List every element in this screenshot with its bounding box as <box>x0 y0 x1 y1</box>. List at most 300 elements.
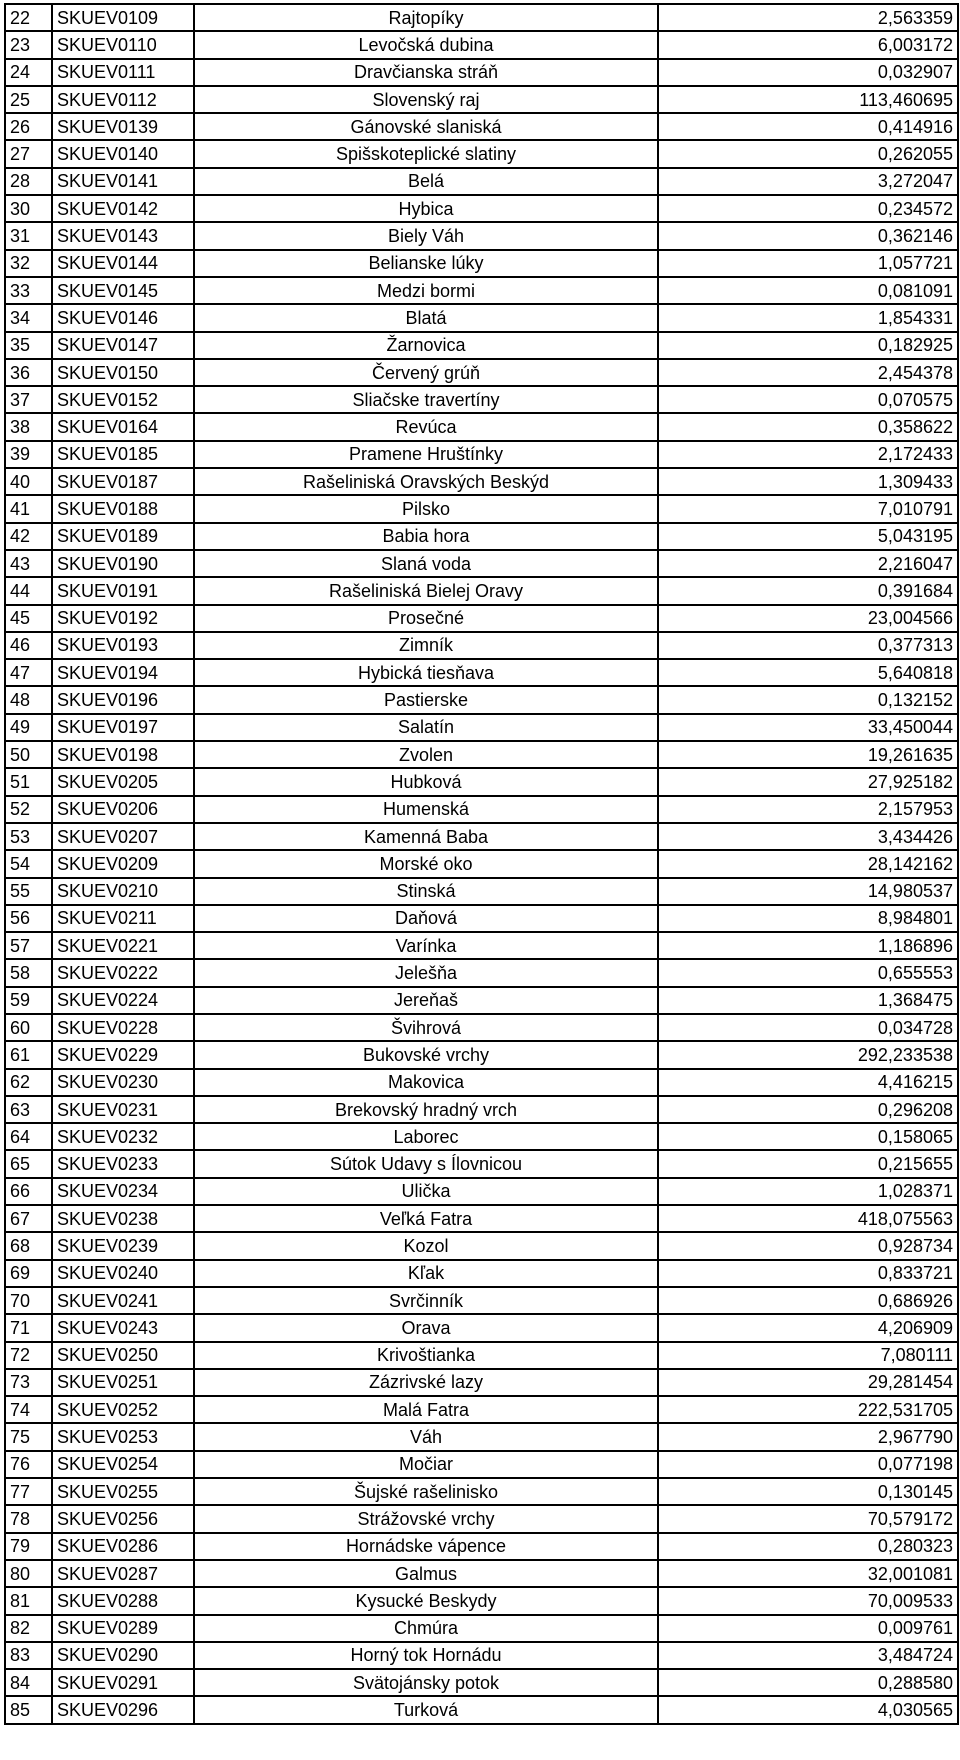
site-area-cell: 0,686926 <box>658 1287 958 1314</box>
site-name-cell: Prosečné <box>194 605 658 632</box>
site-name-cell: Horný tok Hornádu <box>194 1642 658 1669</box>
row-number-cell: 42 <box>5 523 52 550</box>
site-code-cell: SKUEV0141 <box>52 168 194 195</box>
row-number-cell: 66 <box>5 1178 52 1205</box>
site-area-cell: 113,460695 <box>658 86 958 113</box>
row-number-cell: 23 <box>5 31 52 58</box>
site-name-cell: Kľak <box>194 1260 658 1287</box>
table-row <box>5 686 958 713</box>
site-code-cell: SKUEV0189 <box>52 523 194 550</box>
site-code-cell: SKUEV0254 <box>52 1451 194 1478</box>
table-row <box>5 550 958 577</box>
site-area-cell: 2,216047 <box>658 550 958 577</box>
row-number-cell: 22 <box>5 4 52 31</box>
table-row <box>5 1287 958 1314</box>
site-name-cell: Stinská <box>194 878 658 905</box>
row-number-cell: 82 <box>5 1615 52 1642</box>
table-row <box>5 1123 958 1150</box>
table-row <box>5 714 958 741</box>
site-code-cell: SKUEV0111 <box>52 59 194 86</box>
table-row <box>5 796 958 823</box>
table-row <box>5 1205 958 1232</box>
table-row <box>5 413 958 440</box>
table-row <box>5 1041 958 1068</box>
site-name-cell: Brekovský hradný vrch <box>194 1096 658 1123</box>
site-code-cell: SKUEV0206 <box>52 796 194 823</box>
table-row <box>5 1369 958 1396</box>
row-number-cell: 45 <box>5 605 52 632</box>
site-area-cell: 0,414916 <box>658 113 958 140</box>
row-number-cell: 59 <box>5 987 52 1014</box>
site-name-cell: Biely Váh <box>194 222 658 249</box>
site-area-cell: 3,434426 <box>658 823 958 850</box>
site-code-cell: SKUEV0256 <box>52 1505 194 1532</box>
site-name-cell: Chmúra <box>194 1615 658 1642</box>
site-name-cell: Turková <box>194 1696 658 1723</box>
site-name-cell: Žarnovica <box>194 332 658 359</box>
site-area-cell: 0,377313 <box>658 632 958 659</box>
row-number-cell: 36 <box>5 359 52 386</box>
site-area-cell: 32,001081 <box>658 1560 958 1587</box>
site-name-cell: Krivoštianka <box>194 1342 658 1369</box>
site-name-cell: Sliačske travertíny <box>194 386 658 413</box>
table-row <box>5 959 958 986</box>
table-row <box>5 577 958 604</box>
site-area-cell: 0,182925 <box>658 332 958 359</box>
site-code-cell: SKUEV0243 <box>52 1314 194 1341</box>
table-row <box>5 1696 958 1723</box>
site-code-cell: SKUEV0197 <box>52 714 194 741</box>
site-area-cell: 0,262055 <box>658 140 958 167</box>
table-row <box>5 605 958 632</box>
row-number-cell: 65 <box>5 1150 52 1177</box>
row-number-cell: 78 <box>5 1505 52 1532</box>
site-name-cell: Hornádske vápence <box>194 1533 658 1560</box>
site-area-cell: 1,309433 <box>658 468 958 495</box>
table-row <box>5 222 958 249</box>
row-number-cell: 40 <box>5 468 52 495</box>
site-code-cell: SKUEV0209 <box>52 850 194 877</box>
site-code-cell: SKUEV0286 <box>52 1533 194 1560</box>
site-area-cell: 3,484724 <box>658 1642 958 1669</box>
site-area-cell: 1,028371 <box>658 1178 958 1205</box>
site-area-cell: 23,004566 <box>658 605 958 632</box>
site-area-cell: 2,454378 <box>658 359 958 386</box>
site-name-cell: Svrčinník <box>194 1287 658 1314</box>
row-number-cell: 32 <box>5 250 52 277</box>
sites-table <box>4 3 959 1725</box>
row-number-cell: 72 <box>5 1342 52 1369</box>
row-number-cell: 30 <box>5 195 52 222</box>
table-row <box>5 140 958 167</box>
site-name-cell: Galmus <box>194 1560 658 1587</box>
row-number-cell: 75 <box>5 1423 52 1450</box>
site-code-cell: SKUEV0291 <box>52 1669 194 1696</box>
row-number-cell: 74 <box>5 1396 52 1423</box>
row-number-cell: 55 <box>5 878 52 905</box>
site-area-cell: 0,833721 <box>658 1260 958 1287</box>
table-row <box>5 113 958 140</box>
site-code-cell: SKUEV0187 <box>52 468 194 495</box>
site-area-cell: 0,391684 <box>658 577 958 604</box>
table-row <box>5 659 958 686</box>
site-code-cell: SKUEV0112 <box>52 86 194 113</box>
row-number-cell: 37 <box>5 386 52 413</box>
site-code-cell: SKUEV0296 <box>52 1696 194 1723</box>
site-name-cell: Belá <box>194 168 658 195</box>
site-code-cell: SKUEV0229 <box>52 1041 194 1068</box>
site-code-cell: SKUEV0233 <box>52 1150 194 1177</box>
site-code-cell: SKUEV0230 <box>52 1069 194 1096</box>
site-code-cell: SKUEV0207 <box>52 823 194 850</box>
row-number-cell: 80 <box>5 1560 52 1587</box>
site-name-cell: Jereňaš <box>194 987 658 1014</box>
site-code-cell: SKUEV0205 <box>52 768 194 795</box>
site-code-cell: SKUEV0143 <box>52 222 194 249</box>
row-number-cell: 81 <box>5 1587 52 1614</box>
site-name-cell: Zimník <box>194 632 658 659</box>
site-name-cell: Belianske lúky <box>194 250 658 277</box>
table-row <box>5 1232 958 1259</box>
site-name-cell: Gánovské slaniská <box>194 113 658 140</box>
table-row <box>5 1533 958 1560</box>
site-code-cell: SKUEV0252 <box>52 1396 194 1423</box>
table-row <box>5 277 958 304</box>
site-area-cell: 0,130145 <box>658 1478 958 1505</box>
table-row <box>5 1505 958 1532</box>
site-code-cell: SKUEV0145 <box>52 277 194 304</box>
site-area-cell: 1,186896 <box>658 932 958 959</box>
site-code-cell: SKUEV0290 <box>52 1642 194 1669</box>
site-code-cell: SKUEV0194 <box>52 659 194 686</box>
site-code-cell: SKUEV0234 <box>52 1178 194 1205</box>
site-area-cell: 19,261635 <box>658 741 958 768</box>
site-code-cell: SKUEV0232 <box>52 1123 194 1150</box>
table-row <box>5 1642 958 1669</box>
row-number-cell: 38 <box>5 413 52 440</box>
site-area-cell: 0,655553 <box>658 959 958 986</box>
site-area-cell: 3,272047 <box>658 168 958 195</box>
row-number-cell: 76 <box>5 1451 52 1478</box>
site-code-cell: SKUEV0139 <box>52 113 194 140</box>
site-area-cell: 0,234572 <box>658 195 958 222</box>
table-row <box>5 823 958 850</box>
row-number-cell: 35 <box>5 332 52 359</box>
site-area-cell: 70,579172 <box>658 1505 958 1532</box>
row-number-cell: 73 <box>5 1369 52 1396</box>
table-row <box>5 304 958 331</box>
site-area-cell: 7,010791 <box>658 495 958 522</box>
site-area-cell: 0,081091 <box>658 277 958 304</box>
site-area-cell: 0,034728 <box>658 1014 958 1041</box>
site-name-cell: Pramene Hruštínky <box>194 441 658 468</box>
site-name-cell: Morské oko <box>194 850 658 877</box>
site-code-cell: SKUEV0211 <box>52 905 194 932</box>
row-number-cell: 77 <box>5 1478 52 1505</box>
site-name-cell: Salatín <box>194 714 658 741</box>
table-row <box>5 1587 958 1614</box>
site-name-cell: Babia hora <box>194 523 658 550</box>
table-row <box>5 1615 958 1642</box>
site-area-cell: 5,640818 <box>658 659 958 686</box>
table-row <box>5 386 958 413</box>
row-number-cell: 34 <box>5 304 52 331</box>
row-number-cell: 48 <box>5 686 52 713</box>
site-name-cell: Bukovské vrchy <box>194 1041 658 1068</box>
site-area-cell: 0,215655 <box>658 1150 958 1177</box>
row-number-cell: 24 <box>5 59 52 86</box>
row-number-cell: 56 <box>5 905 52 932</box>
site-code-cell: SKUEV0287 <box>52 1560 194 1587</box>
site-area-cell: 292,233538 <box>658 1041 958 1068</box>
row-number-cell: 64 <box>5 1123 52 1150</box>
site-name-cell: Rašeliniská Bielej Oravy <box>194 577 658 604</box>
table-row <box>5 441 958 468</box>
site-area-cell: 0,070575 <box>658 386 958 413</box>
site-name-cell: Humenská <box>194 796 658 823</box>
row-number-cell: 41 <box>5 495 52 522</box>
row-number-cell: 71 <box>5 1314 52 1341</box>
site-code-cell: SKUEV0250 <box>52 1342 194 1369</box>
site-code-cell: SKUEV0152 <box>52 386 194 413</box>
row-number-cell: 85 <box>5 1696 52 1723</box>
row-number-cell: 79 <box>5 1533 52 1560</box>
site-name-cell: Zázrivské lazy <box>194 1369 658 1396</box>
site-code-cell: SKUEV0222 <box>52 959 194 986</box>
row-number-cell: 83 <box>5 1642 52 1669</box>
site-name-cell: Ulička <box>194 1178 658 1205</box>
row-number-cell: 70 <box>5 1287 52 1314</box>
site-code-cell: SKUEV0190 <box>52 550 194 577</box>
site-code-cell: SKUEV0253 <box>52 1423 194 1450</box>
row-number-cell: 31 <box>5 222 52 249</box>
site-name-cell: Svätojánsky potok <box>194 1669 658 1696</box>
site-area-cell: 4,030565 <box>658 1696 958 1723</box>
table-row <box>5 1451 958 1478</box>
site-code-cell: SKUEV0241 <box>52 1287 194 1314</box>
site-area-cell: 0,362146 <box>658 222 958 249</box>
site-name-cell: Orava <box>194 1314 658 1341</box>
site-area-cell: 0,009761 <box>658 1615 958 1642</box>
site-name-cell: Rašeliniská Oravských Beskýd <box>194 468 658 495</box>
site-code-cell: SKUEV0221 <box>52 932 194 959</box>
site-area-cell: 0,358622 <box>658 413 958 440</box>
site-area-cell: 2,967790 <box>658 1423 958 1450</box>
site-name-cell: Zvolen <box>194 741 658 768</box>
row-number-cell: 25 <box>5 86 52 113</box>
row-number-cell: 49 <box>5 714 52 741</box>
site-name-cell: Sútok Udavy s Ílovnicou <box>194 1150 658 1177</box>
site-code-cell: SKUEV0210 <box>52 878 194 905</box>
site-name-cell: Strážovské vrchy <box>194 1505 658 1532</box>
site-area-cell: 0,032907 <box>658 59 958 86</box>
site-code-cell: SKUEV0192 <box>52 605 194 632</box>
row-number-cell: 33 <box>5 277 52 304</box>
site-area-cell: 33,450044 <box>658 714 958 741</box>
site-code-cell: SKUEV0196 <box>52 686 194 713</box>
site-area-cell: 2,157953 <box>658 796 958 823</box>
site-code-cell: SKUEV0231 <box>52 1096 194 1123</box>
table-row <box>5 1096 958 1123</box>
site-name-cell: Váh <box>194 1423 658 1450</box>
site-area-cell: 1,854331 <box>658 304 958 331</box>
site-area-cell: 27,925182 <box>658 768 958 795</box>
site-code-cell: SKUEV0142 <box>52 195 194 222</box>
table-row <box>5 1150 958 1177</box>
site-name-cell: Hybická tiesňava <box>194 659 658 686</box>
table-row <box>5 195 958 222</box>
row-number-cell: 62 <box>5 1069 52 1096</box>
table-row <box>5 495 958 522</box>
site-area-cell: 0,280323 <box>658 1533 958 1560</box>
site-name-cell: Daňová <box>194 905 658 932</box>
table-row <box>5 31 958 58</box>
row-number-cell: 50 <box>5 741 52 768</box>
site-area-cell: 1,368475 <box>658 987 958 1014</box>
row-number-cell: 69 <box>5 1260 52 1287</box>
table-row <box>5 932 958 959</box>
site-name-cell: Levočská dubina <box>194 31 658 58</box>
row-number-cell: 28 <box>5 168 52 195</box>
site-code-cell: SKUEV0109 <box>52 4 194 31</box>
site-area-cell: 0,296208 <box>658 1096 958 1123</box>
table-row <box>5 250 958 277</box>
table-row <box>5 4 958 31</box>
table-row <box>5 987 958 1014</box>
site-name-cell: Malá Fatra <box>194 1396 658 1423</box>
row-number-cell: 67 <box>5 1205 52 1232</box>
row-number-cell: 68 <box>5 1232 52 1259</box>
table-row <box>5 523 958 550</box>
site-area-cell: 1,057721 <box>658 250 958 277</box>
site-code-cell: SKUEV0289 <box>52 1615 194 1642</box>
site-area-cell: 222,531705 <box>658 1396 958 1423</box>
site-code-cell: SKUEV0110 <box>52 31 194 58</box>
table-row <box>5 1560 958 1587</box>
sites-table-body <box>5 4 958 1724</box>
table-row <box>5 468 958 495</box>
site-area-cell: 2,172433 <box>658 441 958 468</box>
site-name-cell: Kozol <box>194 1232 658 1259</box>
site-name-cell: Červený grúň <box>194 359 658 386</box>
row-number-cell: 26 <box>5 113 52 140</box>
row-number-cell: 53 <box>5 823 52 850</box>
site-area-cell: 0,077198 <box>658 1451 958 1478</box>
site-name-cell: Švihrová <box>194 1014 658 1041</box>
site-code-cell: SKUEV0238 <box>52 1205 194 1232</box>
site-name-cell: Dravčianska stráň <box>194 59 658 86</box>
row-number-cell: 51 <box>5 768 52 795</box>
site-code-cell: SKUEV0150 <box>52 359 194 386</box>
site-name-cell: Hybica <box>194 195 658 222</box>
site-area-cell: 5,043195 <box>658 523 958 550</box>
site-code-cell: SKUEV0288 <box>52 1587 194 1614</box>
site-area-cell: 0,288580 <box>658 1669 958 1696</box>
row-number-cell: 46 <box>5 632 52 659</box>
site-area-cell: 418,075563 <box>658 1205 958 1232</box>
site-code-cell: SKUEV0255 <box>52 1478 194 1505</box>
table-row <box>5 741 958 768</box>
row-number-cell: 63 <box>5 1096 52 1123</box>
site-code-cell: SKUEV0147 <box>52 332 194 359</box>
row-number-cell: 84 <box>5 1669 52 1696</box>
site-code-cell: SKUEV0144 <box>52 250 194 277</box>
row-number-cell: 58 <box>5 959 52 986</box>
site-name-cell: Šujské rašelinisko <box>194 1478 658 1505</box>
site-area-cell: 7,080111 <box>658 1342 958 1369</box>
row-number-cell: 57 <box>5 932 52 959</box>
site-name-cell: Pilsko <box>194 495 658 522</box>
site-name-cell: Veľká Fatra <box>194 1205 658 1232</box>
site-name-cell: Spišskoteplické slatiny <box>194 140 658 167</box>
table-row <box>5 332 958 359</box>
table-row <box>5 878 958 905</box>
row-number-cell: 27 <box>5 140 52 167</box>
site-name-cell: Kamenná Baba <box>194 823 658 850</box>
site-name-cell: Laborec <box>194 1123 658 1150</box>
site-code-cell: SKUEV0140 <box>52 140 194 167</box>
row-number-cell: 54 <box>5 850 52 877</box>
table-row <box>5 905 958 932</box>
site-code-cell: SKUEV0228 <box>52 1014 194 1041</box>
site-area-cell: 14,980537 <box>658 878 958 905</box>
row-number-cell: 61 <box>5 1041 52 1068</box>
site-name-cell: Slaná voda <box>194 550 658 577</box>
site-code-cell: SKUEV0198 <box>52 741 194 768</box>
site-name-cell: Makovica <box>194 1069 658 1096</box>
table-row <box>5 1178 958 1205</box>
row-number-cell: 43 <box>5 550 52 577</box>
site-code-cell: SKUEV0239 <box>52 1232 194 1259</box>
table-row <box>5 1069 958 1096</box>
site-area-cell: 2,563359 <box>658 4 958 31</box>
site-code-cell: SKUEV0146 <box>52 304 194 331</box>
table-row <box>5 632 958 659</box>
site-code-cell: SKUEV0240 <box>52 1260 194 1287</box>
site-code-cell: SKUEV0164 <box>52 413 194 440</box>
site-area-cell: 28,142162 <box>658 850 958 877</box>
site-area-cell: 0,158065 <box>658 1123 958 1150</box>
site-area-cell: 8,984801 <box>658 905 958 932</box>
table-row <box>5 1342 958 1369</box>
site-area-cell: 4,206909 <box>658 1314 958 1341</box>
site-code-cell: SKUEV0251 <box>52 1369 194 1396</box>
site-name-cell: Slovenský raj <box>194 86 658 113</box>
table-row <box>5 850 958 877</box>
table-row <box>5 1260 958 1287</box>
row-number-cell: 39 <box>5 441 52 468</box>
table-row <box>5 1669 958 1696</box>
site-code-cell: SKUEV0224 <box>52 987 194 1014</box>
row-number-cell: 52 <box>5 796 52 823</box>
site-area-cell: 70,009533 <box>658 1587 958 1614</box>
site-code-cell: SKUEV0185 <box>52 441 194 468</box>
site-code-cell: SKUEV0193 <box>52 632 194 659</box>
site-name-cell: Blatá <box>194 304 658 331</box>
table-row <box>5 768 958 795</box>
table-row <box>5 1314 958 1341</box>
site-name-cell: Hubková <box>194 768 658 795</box>
site-name-cell: Medzi bormi <box>194 277 658 304</box>
site-name-cell: Kysucké Beskydy <box>194 1587 658 1614</box>
site-name-cell: Jelešňa <box>194 959 658 986</box>
site-name-cell: Varínka <box>194 932 658 959</box>
site-area-cell: 4,416215 <box>658 1069 958 1096</box>
site-name-cell: Močiar <box>194 1451 658 1478</box>
row-number-cell: 44 <box>5 577 52 604</box>
table-row <box>5 168 958 195</box>
table-row <box>5 1423 958 1450</box>
